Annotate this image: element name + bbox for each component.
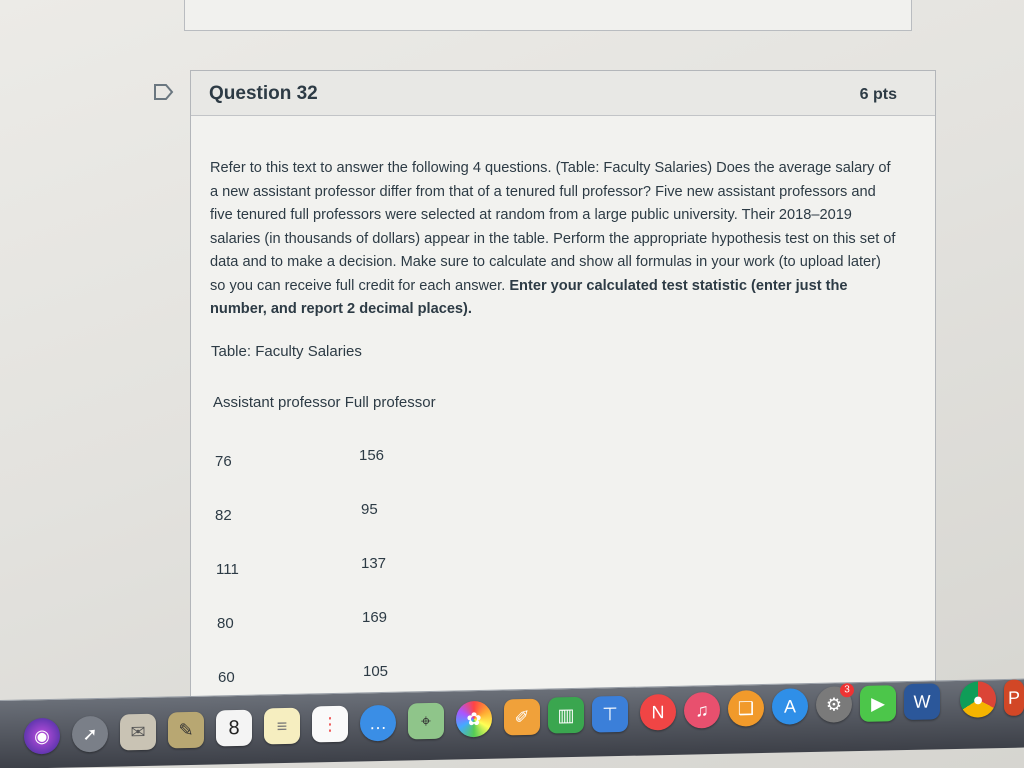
dock [0, 679, 1024, 768]
system-preferences-icon[interactable]: ⚙ [816, 686, 852, 723]
siri-icon[interactable]: ◉ [24, 718, 60, 755]
question-header [191, 71, 935, 116]
powerpoint-icon[interactable]: P [1004, 680, 1024, 716]
question-body-text: Refer to this text to answer the following 4 questions. (Table: Faculty Salaries) Does the average salary of a new assistant professor differ from that of a tenured full professor? Five new assistant professors and five tenured full professors were selected at random from a large public university. Their 2018–2019 salaries (in thousands of dollars) appear in the table. Perform the appropriate hypothesis test on this set of data and to make a decision. Make sure to calculate and show all formulas in your work (to upload later) so you can receive full credit for each answer. [210, 160, 896, 294]
music-icon[interactable]: ♫ [684, 692, 720, 729]
question-text [210, 157, 900, 322]
table-header: Assistant professor Full professor [213, 394, 436, 411]
table-cell-assistant: 80 [217, 615, 234, 632]
calendar-icon[interactable] [216, 710, 252, 747]
messages-icon[interactable]: … [360, 705, 396, 742]
mail-stamp-icon[interactable]: ✉ [120, 714, 156, 751]
table-cell-assistant: 82 [215, 507, 232, 524]
question-instruction: Enter your calculated test statistic (enter just the number, and report 2 decimal places). [210, 277, 848, 317]
notes-app-icon[interactable]: ≡ [264, 708, 300, 745]
table-cell-full: 169 [362, 609, 388, 626]
calendar-day: 8 [228, 716, 240, 739]
table-cell-full: 156 [359, 447, 385, 464]
app-store-icon[interactable]: A [772, 688, 808, 725]
table-cell-assistant: 76 [215, 453, 232, 470]
reminders-icon[interactable]: ⋮ [312, 706, 348, 743]
table-cell-assistant: 111 [216, 561, 239, 578]
numbers-icon[interactable]: ▥ [548, 697, 584, 734]
pages-icon[interactable]: ✐ [504, 699, 540, 736]
table-cell-full: 137 [361, 555, 387, 572]
table-cell-full: 105 [363, 663, 389, 680]
table-cell-assistant: 60 [218, 669, 235, 686]
keynote-icon[interactable]: ⊤ [592, 696, 628, 733]
notification-badge: 3 [840, 683, 854, 697]
table-cell-full: 95 [361, 501, 378, 518]
maps-icon[interactable]: ⌖ [408, 703, 444, 740]
facetime-icon[interactable]: ▶ [860, 685, 896, 722]
notes-icon[interactable]: ✎ [168, 712, 204, 749]
question-points: 6 pts [859, 86, 897, 103]
launchpad-icon[interactable]: ➚ [72, 716, 108, 753]
question-title: Question 32 [209, 83, 318, 104]
previous-question-panel [184, 0, 912, 31]
flag-question-icon[interactable] [153, 83, 175, 101]
news-icon[interactable]: N [640, 694, 676, 731]
photos-icon[interactable]: ✿ [456, 701, 492, 738]
books-icon[interactable]: ❑ [728, 690, 764, 727]
question-panel [190, 70, 936, 732]
word-icon[interactable]: W [904, 683, 940, 720]
chrome-icon[interactable]: ● [960, 681, 996, 718]
table-caption: Table: Faculty Salaries [211, 343, 362, 360]
